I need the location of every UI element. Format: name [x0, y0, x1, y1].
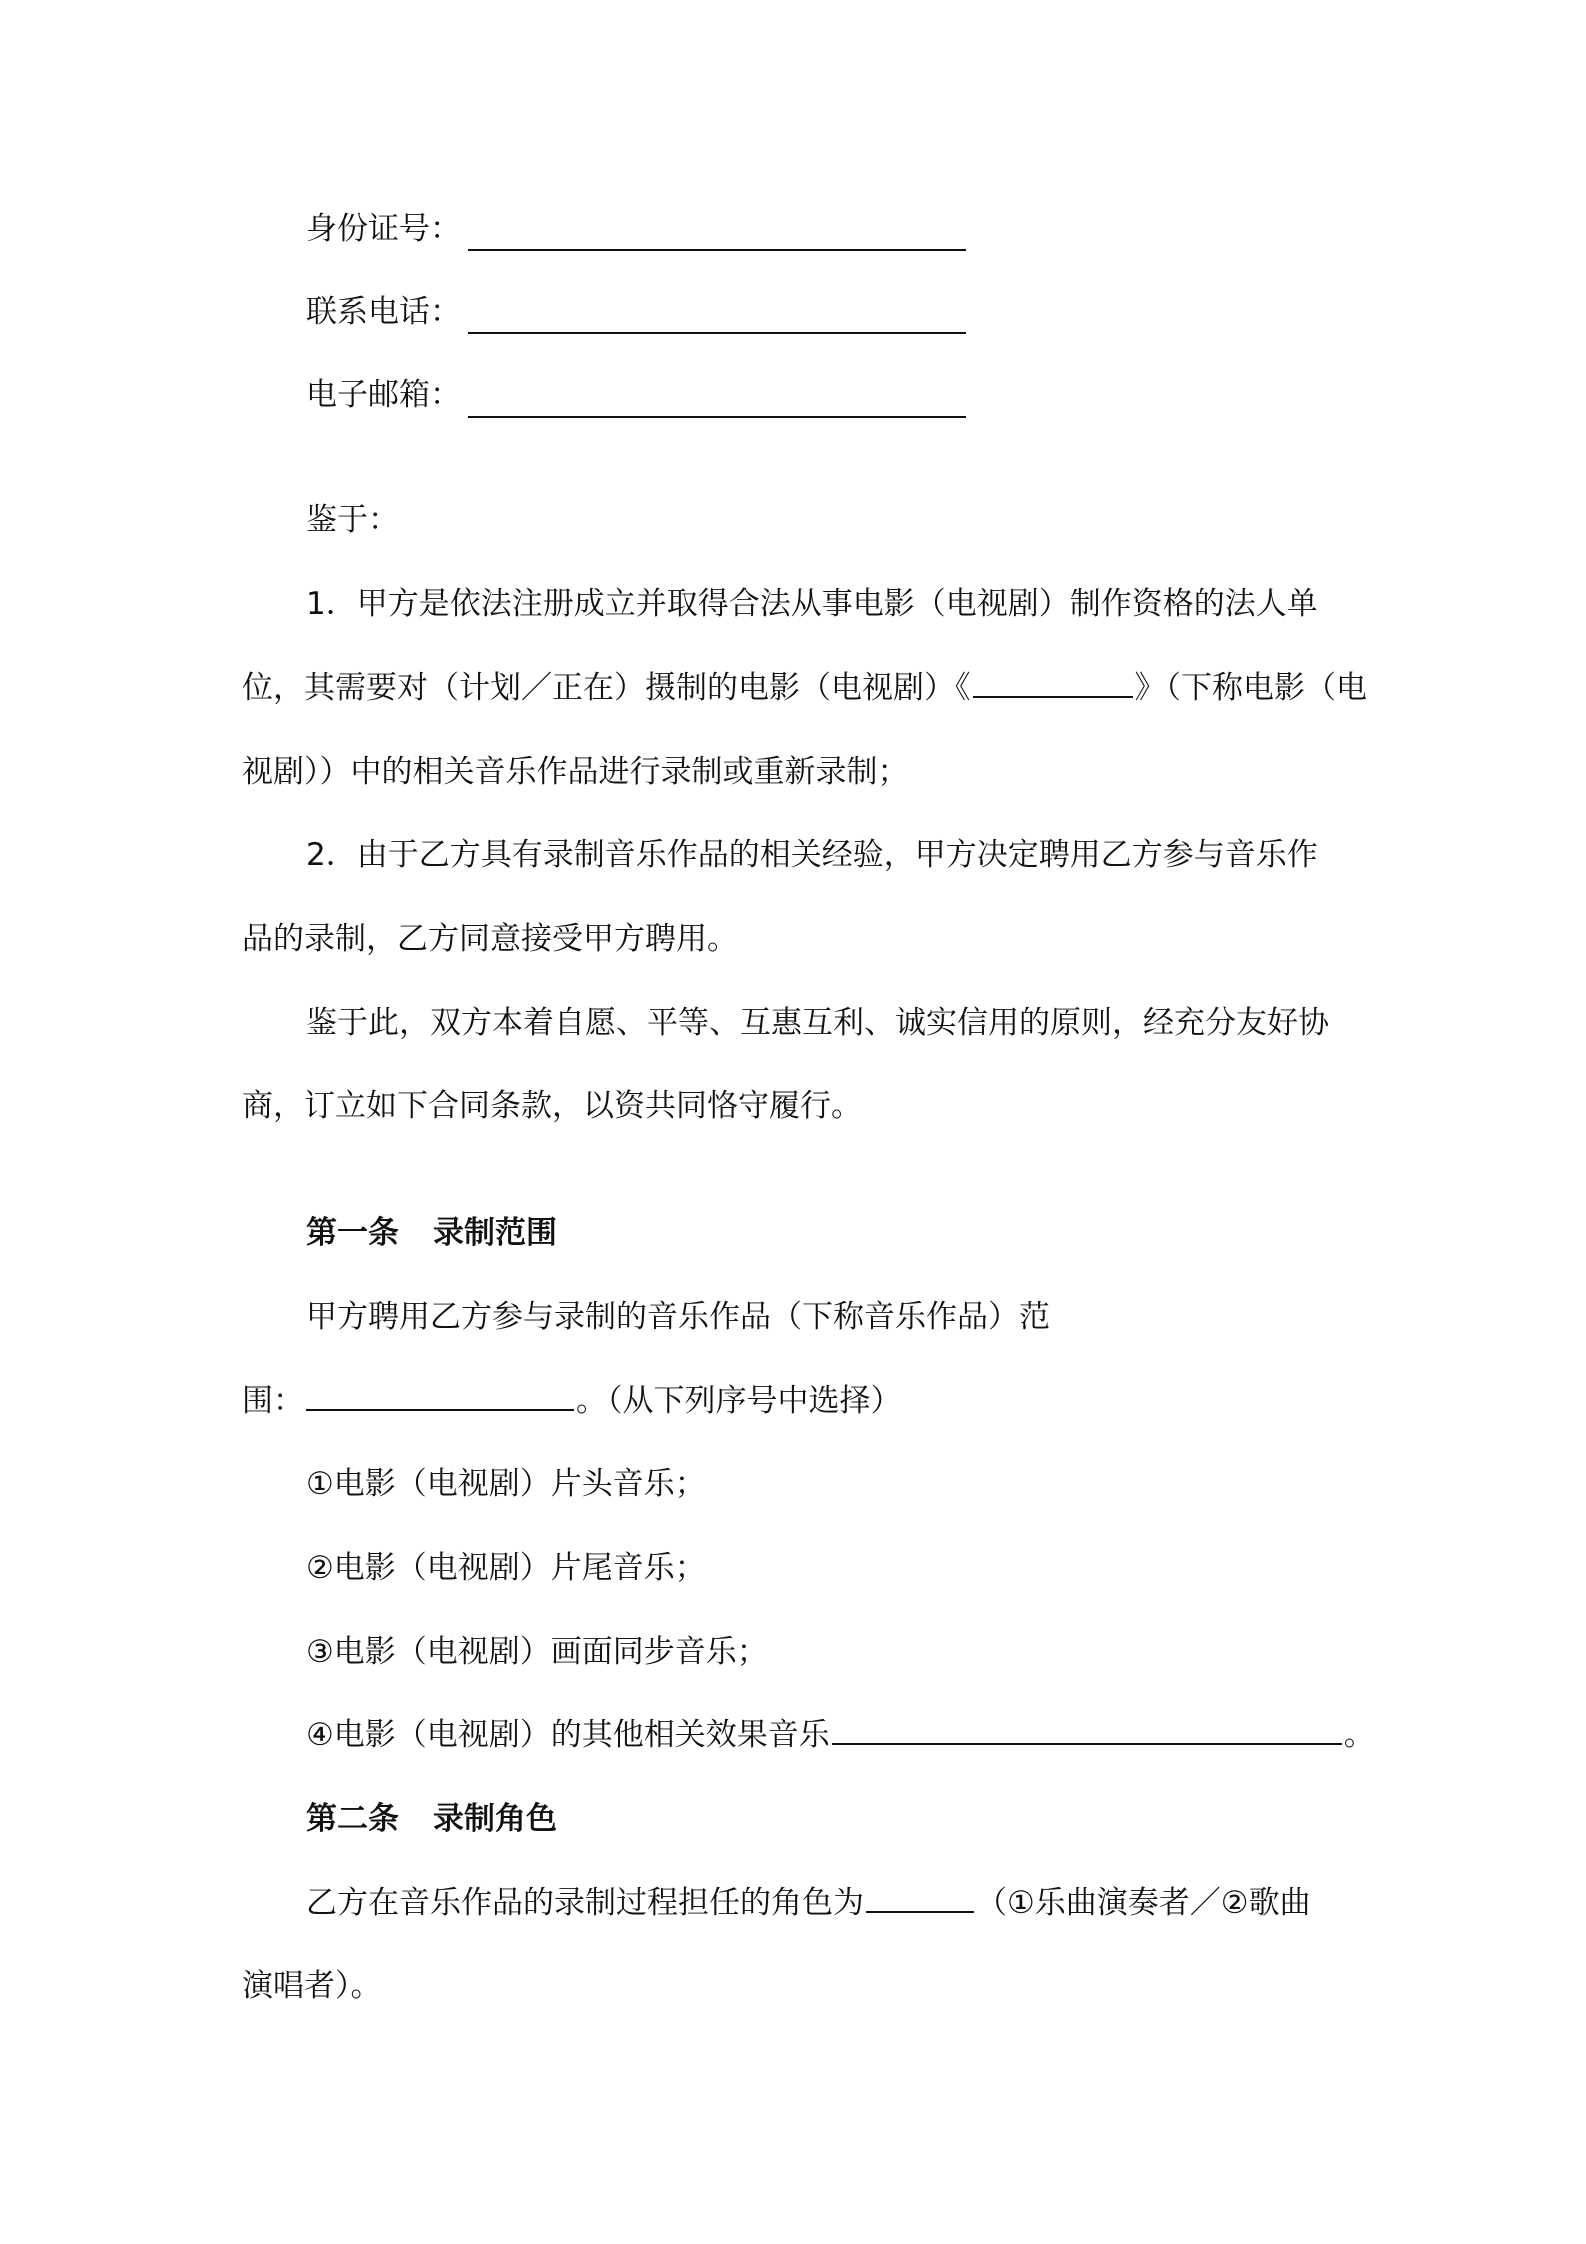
phone-label: 联系电话： [306, 294, 461, 330]
clause2-line2: 品的录制，乙方同意接受甲方聘用。 [242, 921, 738, 957]
article2-line1 [306, 1885, 1311, 1921]
article2-line1-text-b: （①乐曲演奏者／②歌曲 [976, 1885, 1311, 1921]
article1-line2 [242, 1383, 902, 1419]
other-music-blank[interactable] [832, 1742, 1342, 1745]
id-number-label: 身份证号： [306, 211, 461, 247]
article2-heading [306, 1801, 557, 1837]
article2-line1-text-a: 乙方在音乐作品的录制过程担任的角色为 [306, 1885, 864, 1921]
option-4 [306, 1717, 1375, 1753]
clause1-line2 [242, 670, 1367, 706]
article2-title: 录制角色 [433, 1801, 557, 1837]
phone-field[interactable] [468, 332, 966, 334]
option-1: ①电影（电视剧）片头音乐； [306, 1466, 706, 1502]
id-number-row [306, 211, 461, 247]
article1-line2-text-a: 围： [242, 1383, 304, 1419]
email-row [306, 377, 461, 413]
option-3: ③电影（电视剧）画面同步音乐； [306, 1634, 768, 1670]
article1-heading [306, 1215, 557, 1251]
article2-number: 第二条 [306, 1801, 399, 1837]
email-label: 电子邮箱： [306, 377, 461, 413]
clause1-line2-text-b: 》（下称电影（电 [1134, 670, 1367, 706]
email-field[interactable] [468, 416, 966, 418]
article2-line2: 演唱者）。 [242, 1968, 382, 2004]
article1-title: 录制范围 [433, 1215, 557, 1251]
clause2-line1: 2．由于乙方具有录制音乐作品的相关经验，甲方决定聘用乙方参与音乐作 [306, 837, 1318, 873]
conclusion-line2: 商，订立如下合同条款，以资共同恪守履行。 [242, 1088, 862, 1124]
option-2: ②电影（电视剧）片尾音乐； [306, 1550, 706, 1586]
scope-blank[interactable] [306, 1408, 574, 1411]
article1-line2-text-b: 。（从下列序号中选择） [576, 1383, 902, 1419]
id-number-field[interactable] [468, 249, 966, 251]
article1-number: 第一条 [306, 1215, 399, 1251]
whereas-title: 鉴于： [306, 502, 399, 538]
role-blank[interactable] [866, 1910, 974, 1913]
clause1-line1: 1．甲方是依法注册成立并取得合法从事电影（电视剧）制作资格的法人单 [306, 586, 1318, 622]
film-title-blank[interactable] [973, 695, 1133, 698]
option-4-end: 。 [1343, 1717, 1375, 1753]
phone-row [306, 294, 461, 330]
option-4-text: ④电影（电视剧）的其他相关效果音乐 [306, 1717, 830, 1753]
clause1-line2-text-a: 位，其需要对（计划／正在）摄制的电影（电视剧）《 [242, 670, 971, 706]
article1-line1: 甲方聘用乙方参与录制的音乐作品（下称音乐作品）范 [306, 1299, 1050, 1335]
clause1-line3: 视剧））中的相关音乐作品进行录制或重新录制； [242, 754, 909, 790]
conclusion-line1: 鉴于此，双方本着自愿、平等、互惠互利、诚实信用的原则，经充分友好协 [306, 1005, 1329, 1041]
